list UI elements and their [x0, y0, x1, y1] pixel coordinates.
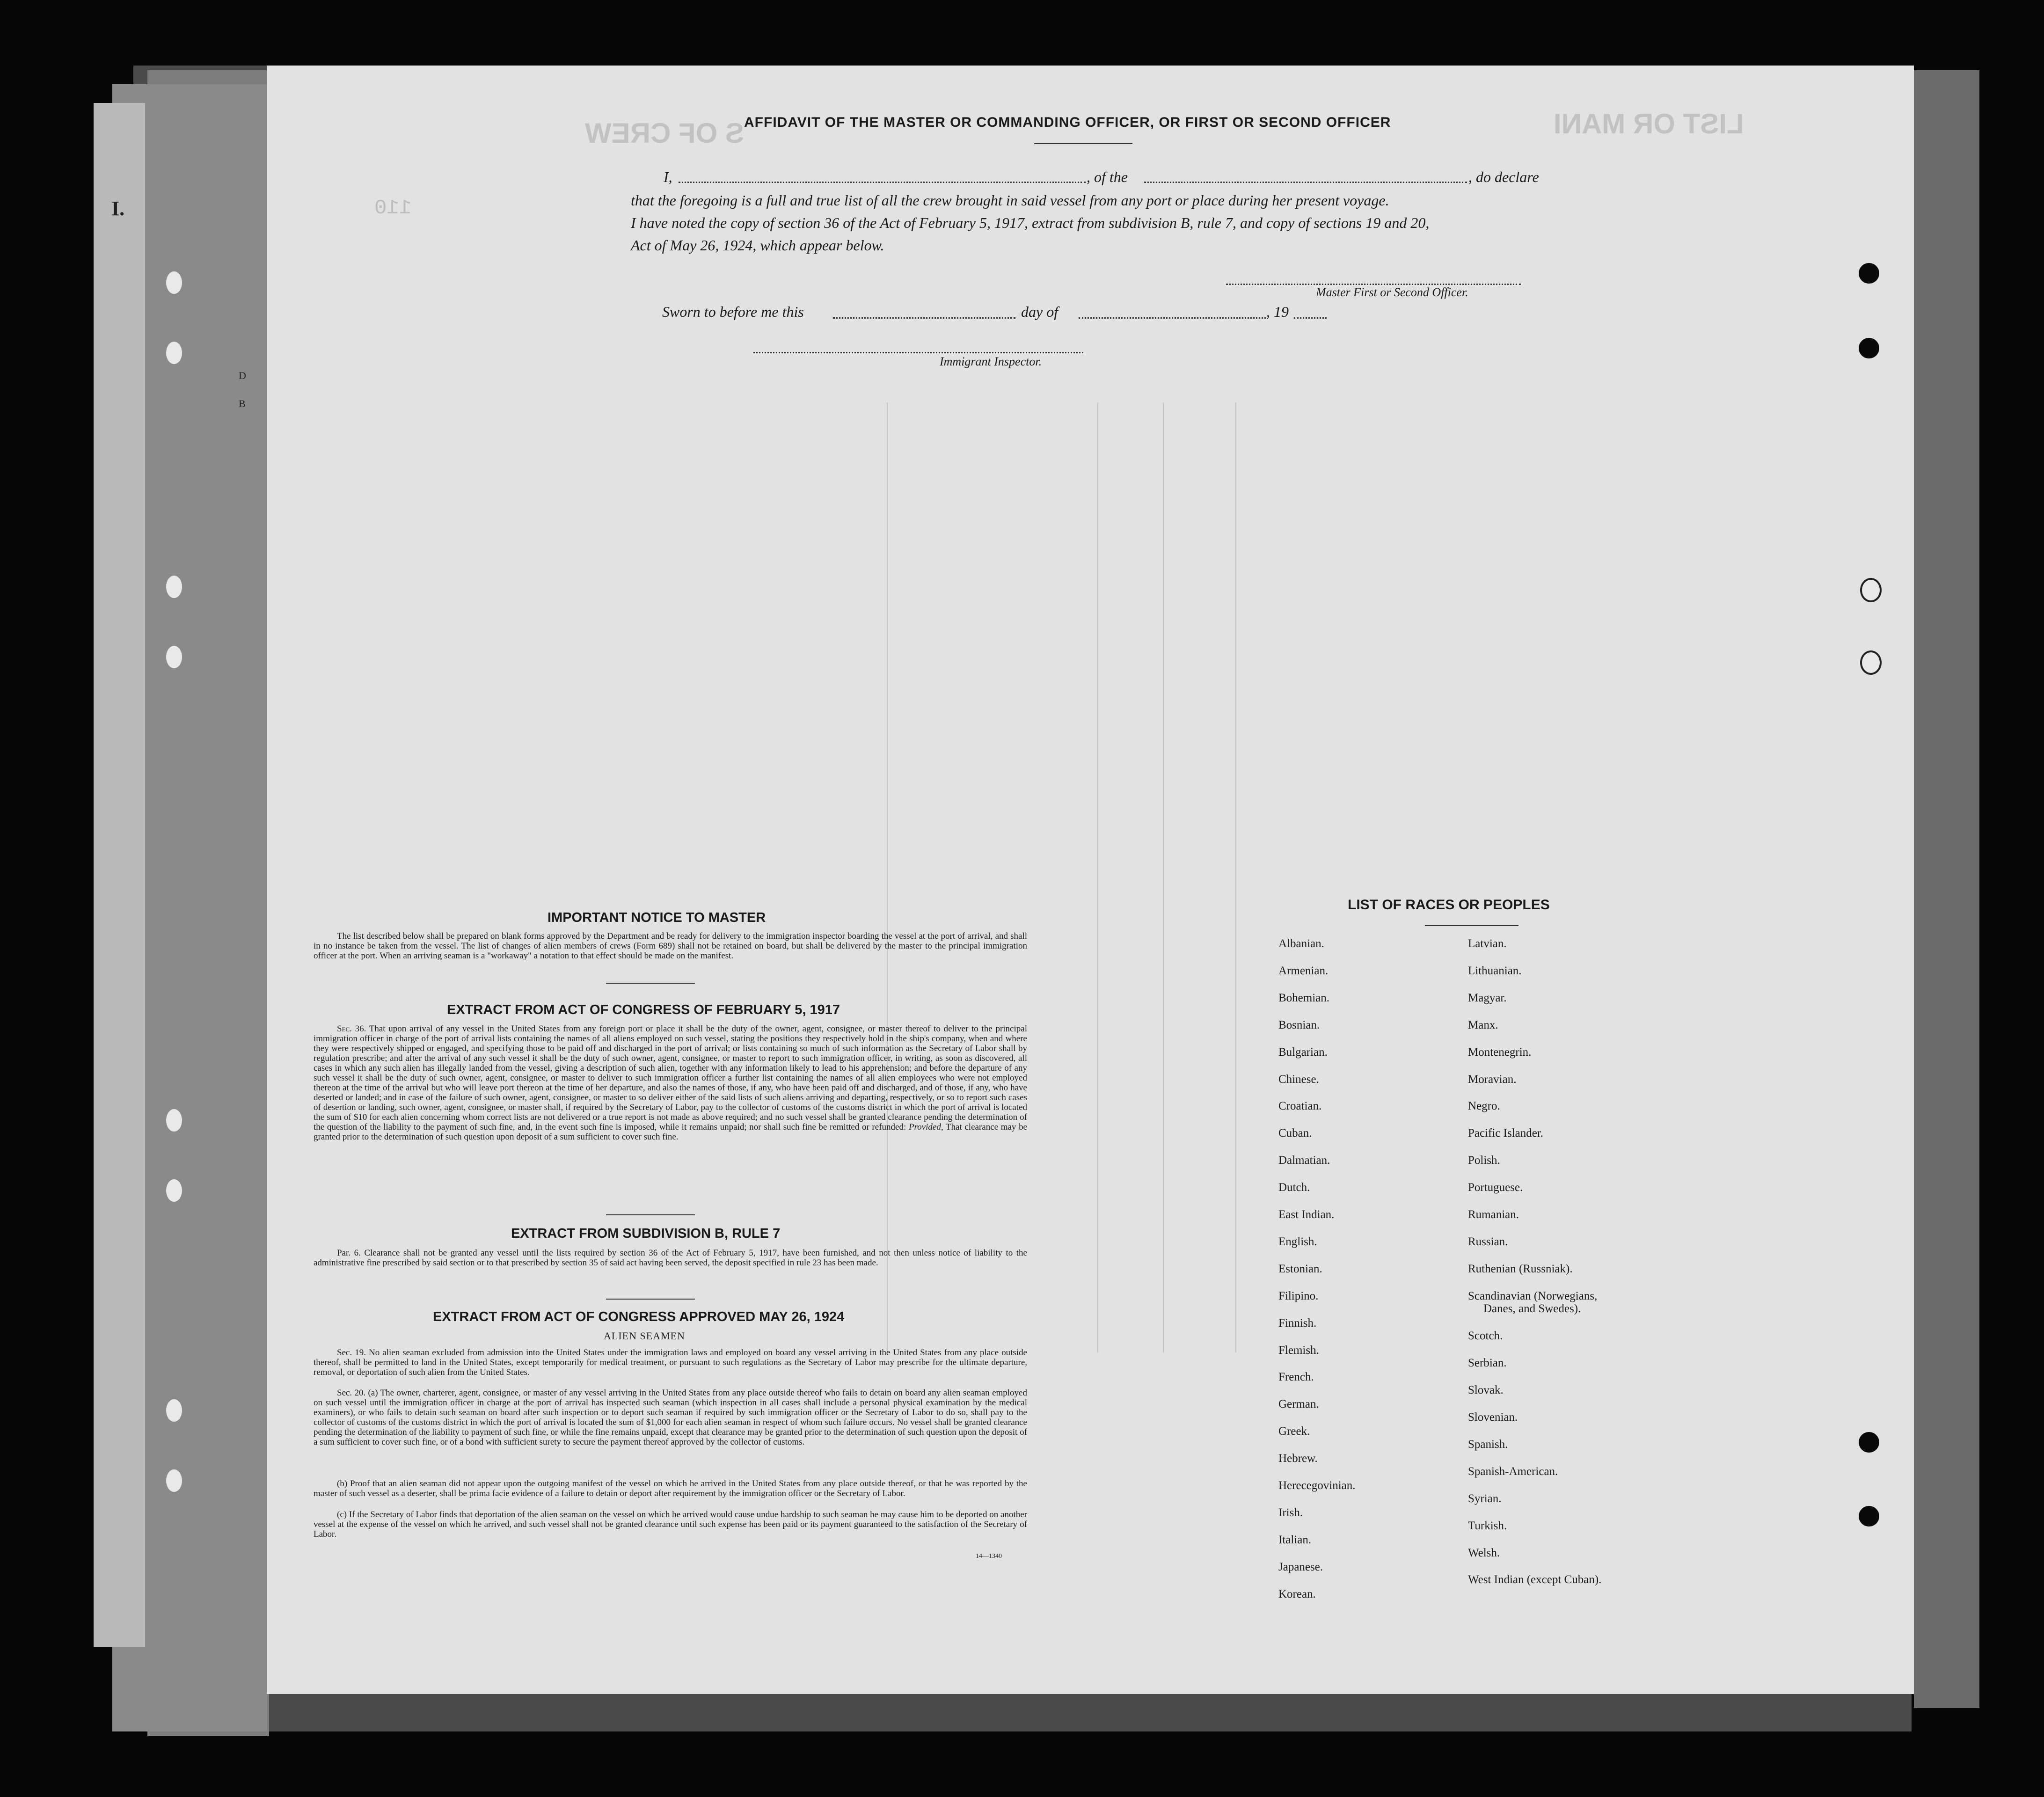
race-item: Danes, and Swedes). — [1483, 1302, 1581, 1315]
affidavit-of-the: , of the — [1087, 168, 1128, 185]
extract-rule7-body: Par. 6. Clearance shall not be granted any vessel until the lists required by section 36 of the Act of February 5, 1917, have been furnished, and not then unless notice of liability to the administrative fine prescribed by said section or to that prescribed by section 35 of said act having been served, the deposit specified in rule 23 has been made. — [314, 1248, 1027, 1268]
sec-36-label: Sec. 36. — [337, 1024, 366, 1034]
extract-1917-title: EXTRACT FROM ACT OF CONGRESS OF FEBRUARY 5, 1917 — [447, 1002, 840, 1017]
race-item: English. — [1278, 1235, 1317, 1248]
punch-hole-reinforced — [1860, 578, 1882, 602]
section-rule — [606, 1299, 695, 1300]
master-signature-label: Master First or Second Officer. — [1316, 285, 1468, 299]
binding-hole — [166, 1179, 182, 1202]
bleed-through-rule — [1235, 402, 1236, 1352]
vessel-blank[interactable] — [1144, 182, 1467, 183]
sec-36-text: That upon arrival of any vessel in the United States from any foreign port or place it shall be the duty of the owner, agent, consignee, or master thereof to deliver to the principal immigration officer in charge of the port of arrival lists containing the names of all aliens employed on such vessel, stating the positions they respectively hold in the ship's company, when and where they were respectively shipped or engaged, and specifying those to be paid off and discharged in the port of arrival; or lists containing so much of such information as the Secretary of Labor shall by regulation prescribe; and after the arrival of any such vessel it shall be the duty of such owner, agent, consignee, or master to report to such immigration officer, in writing, as soon as discovered, all cases in which any such alien has illegally landed from the vessel, giving a description of such alien, together with any information likely to lead to his apprehension; and before the departure of any such vessel it shall be the duty of such owner, agent, consignee, or master to deliver to such immigration officer a further list containing the names of all alien employees who were not employed thereon at the time of the arrival but who will leave port thereon at the time of her departure, and also the names of those, if any, who have been paid off and discharged, and of those, if any, who have deserted or landed; and in case of the failure of such owner, agent, consignee, or master to so deliver either of the said lists of such aliens arriving and departing, respectively, or so to report such cases of desertion or landing, such owner, agent, consignee, or master shall, if required by the Secretary of Labor, pay to the collector of customs of the customs district in which the port of arrival is located the sum of $10 for each alien concerning whom correct lists are not delivered or a true report is not made as above required; and no such vessel shall be granted clearance pending the determination of the question of the liability to the payment of such fine, and, in the event such fine is imposed, while it remains unpaid; nor shall such fine be remitted or refunded: — [314, 1024, 1027, 1132]
race-item: Chinese. — [1278, 1073, 1319, 1086]
notice-title: IMPORTANT NOTICE TO MASTER — [548, 910, 766, 925]
race-item: Bulgarian. — [1278, 1045, 1328, 1059]
affidavit-line-4: Act of May 26, 1924, which appear below. — [631, 237, 884, 254]
extract-1924-title: EXTRACT FROM ACT OF CONGRESS APPROVED MAY 26, 1924 — [433, 1309, 845, 1324]
race-item: Pacific Islander. — [1468, 1127, 1544, 1140]
title-rule — [1034, 143, 1132, 144]
provided-word: Provided, — [908, 1122, 943, 1132]
binding-hole — [166, 646, 182, 668]
manifest-sheet — [267, 66, 1914, 1694]
race-item: Korean. — [1278, 1587, 1316, 1600]
punch-hole — [1859, 338, 1879, 358]
year-text: , 19 — [1266, 303, 1289, 320]
sec-36-text-end: That clearance may be granted prior to the determination of such question upon deposit of a sum sufficient to cover such fine. — [314, 1122, 1028, 1142]
race-item: Dalmatian. — [1278, 1154, 1330, 1167]
sec-20c-body: (c) If the Secretary of Labor finds that deportation of the alien seaman on the vessel on which he arrived would cause undue hardship to such seaman he may cause him to be deported on another vessel at the expense of the vessel on which he arrived, and such vessel shall not be granted clearance until such expense has been paid or its payment guaranteed to the satisfaction of the Secretary of Labor. — [314, 1510, 1027, 1539]
sworn-month-blank[interactable] — [1079, 317, 1266, 319]
sec-20b-body: (b) Proof that an alien seaman did not appear upon the outgoing manifest of the vessel on which he arrived in the United States from any place outside thereof, or that he was reported by the master of such vessel as a deserter, shall be prima facie evidence of a failure to detain or deport after requirement by the immigration officer or the Secretary of Labor. — [314, 1479, 1027, 1498]
bleed-through-rule — [887, 402, 888, 1352]
sworn-text: Sworn to before me this — [662, 303, 804, 320]
race-item: Magyar. — [1468, 991, 1507, 1004]
race-item: German. — [1278, 1398, 1319, 1411]
day-of-text: day of — [1021, 303, 1058, 320]
name-blank[interactable] — [679, 182, 1086, 183]
sec-20a-body: Sec. 20. (a) The owner, charterer, agent, consignee, or master of any vessel arriving in the United States from any place outside thereof who fails to detain on board any alien seaman employed on such vessel until the immigration officer in charge at the port of arrival has inspected such seaman (which inspection in all cases shall include a personal physical examination by the medical examiners), or who fails to detain such seaman on board after such inspection or to deport such seaman if required by such immigration officer or the Secretary of Labor to do so, shall pay to the collector of customs of the customs district in which the port of arrival is located the sum of $1,000 for each alien seaman in respect of whom such failure occurs. No vessel shall be granted clearance pending the determination of the liability to payment of such fine, or while the fine remains unpaid, except that clearance may be granted prior to the determination of such question upon the deposit of a sum sufficient to cover such fine, or of a bond with sufficient surety to secure the payment thereof approved by the collector of customs. — [314, 1388, 1027, 1447]
race-item: Albanian. — [1278, 937, 1324, 950]
race-item: Greek. — [1278, 1425, 1310, 1438]
extract-1917-body — [314, 1024, 1027, 1142]
race-item: Filipino. — [1278, 1289, 1319, 1302]
race-item: Slovak. — [1468, 1384, 1504, 1397]
race-item: Italian. — [1278, 1533, 1312, 1546]
race-item: Armenian. — [1278, 964, 1329, 977]
races-title: LIST OF RACES OR PEOPLES — [1348, 897, 1550, 913]
race-item: Herecegovinian. — [1278, 1479, 1356, 1492]
sworn-day-blank[interactable] — [833, 317, 1015, 319]
race-item: Cuban. — [1278, 1127, 1312, 1140]
affidavit-declare: , do declare — [1468, 168, 1539, 185]
race-item: West Indian (except Cuban). — [1468, 1573, 1602, 1586]
binding-hole — [166, 1399, 182, 1422]
race-item: Lithuanian. — [1468, 964, 1522, 977]
notice-body: The list described below shall be prepared on blank forms approved by the Department and be ready for delivery to the immigration inspector boarding the vessel at the port of arrival, and shall in no instance be taken from the vessel. The list of changes of alien members of crews (Form 689) shall not be retained on board, but shall be delivered by the master to the principal immigration officer at the port. When an arriving seaman is a "workaway" a notation to that effect should be made on the manifest. — [314, 931, 1027, 961]
affidavit-i: I, — [664, 168, 672, 185]
race-item: Portuguese. — [1468, 1181, 1523, 1194]
affidavit-line-3: I have noted the copy of section 36 of the Act of February 5, 1917, extract from subdivision B, rule 7, and copy of sections 19 and 20, — [631, 214, 1430, 231]
binding-hole — [166, 576, 182, 598]
race-item: Negro. — [1468, 1100, 1500, 1113]
alien-seamen-subtitle: ALIEN SEAMEN — [604, 1330, 685, 1342]
punch-hole-reinforced — [1860, 650, 1882, 675]
race-item: Bosnian. — [1278, 1018, 1320, 1031]
margin-mark-b: B — [239, 398, 246, 409]
race-item: Spanish-American. — [1468, 1465, 1558, 1478]
affidavit-title: AFFIDAVIT OF THE MASTER OR COMMANDING OFFICER, OR FIRST OR SECOND OFFICER — [744, 115, 1391, 130]
punch-hole — [1859, 263, 1879, 284]
races-rule — [1425, 925, 1518, 926]
race-item: Finnish. — [1278, 1316, 1317, 1329]
binding-hole — [166, 342, 182, 364]
bleed-through-heading: LIST OR MANI — [1554, 108, 1744, 139]
inspector-label: Immigrant Inspector. — [940, 355, 1042, 368]
sworn-year-blank[interactable] — [1294, 317, 1327, 319]
binding-hole — [166, 271, 182, 294]
race-item: Welsh. — [1468, 1546, 1500, 1559]
binding-hole — [166, 1469, 182, 1492]
race-item: Croatian. — [1278, 1100, 1322, 1113]
race-item: Serbian. — [1468, 1357, 1507, 1370]
race-item: Dutch. — [1278, 1181, 1310, 1194]
right-page-edge — [1914, 70, 1979, 1708]
race-item: Estonian. — [1278, 1262, 1322, 1275]
master-signature-blank[interactable] — [1226, 284, 1521, 285]
inspector-signature-blank[interactable] — [753, 352, 1083, 353]
race-item: Montenegrin. — [1468, 1045, 1532, 1059]
margin-mark-d: D — [239, 370, 246, 381]
race-item: Slovenian. — [1468, 1411, 1518, 1424]
race-item: Manx. — [1468, 1018, 1498, 1031]
sec-19-body: Sec. 19. No alien seaman excluded from admission into the United States under the immigration laws and employed on board any vessel arriving in the United States from any place outside thereof, shall be permitted to land in the United States, except temporarily for medical treatment, or pursuant to such regulations as the Secretary of Labor may prescribe for the ultimate departure, removal, or deportation of such alien from the United States. — [314, 1348, 1027, 1377]
race-item: Rumanian. — [1468, 1208, 1519, 1221]
race-item: Scotch. — [1468, 1329, 1503, 1343]
margin-mark-i: I. — [111, 197, 125, 220]
page-edge-light — [94, 103, 145, 1647]
race-item: Polish. — [1468, 1154, 1500, 1167]
stamp-number: 110 — [374, 197, 412, 220]
race-item: Latvian. — [1468, 937, 1507, 950]
race-item: Syrian. — [1468, 1492, 1502, 1505]
race-item: French. — [1278, 1371, 1314, 1384]
bleed-through-rule — [1097, 402, 1098, 1352]
punch-hole — [1859, 1506, 1879, 1527]
binding-hole — [166, 1109, 182, 1132]
race-item: Ruthenian (Russniak). — [1468, 1262, 1573, 1275]
form-number: 14—1340 — [976, 1553, 1002, 1560]
punch-hole — [1859, 1432, 1879, 1453]
bleed-through-heading: S OF CREW — [585, 117, 744, 149]
race-item: Irish. — [1278, 1506, 1303, 1519]
race-item: East Indian. — [1278, 1208, 1335, 1221]
race-item: Turkish. — [1468, 1519, 1507, 1532]
bleed-through-rule — [1163, 402, 1164, 1352]
race-item: Bohemian. — [1278, 991, 1330, 1004]
race-item: Hebrew. — [1278, 1452, 1318, 1465]
race-item: Moravian. — [1468, 1073, 1517, 1086]
section-rule — [606, 1214, 695, 1215]
affidavit-line-2: that the foregoing is a full and true list of all the crew brought in said vessel from any port or place during her present voyage. — [631, 192, 1389, 209]
race-item: Scandinavian (Norwegians, — [1468, 1289, 1598, 1302]
extract-rule7-title: EXTRACT FROM SUBDIVISION B, RULE 7 — [511, 1226, 781, 1241]
section-rule — [606, 983, 695, 984]
race-item: Japanese. — [1278, 1560, 1323, 1573]
race-item: Russian. — [1468, 1235, 1508, 1248]
race-item: Flemish. — [1278, 1344, 1319, 1357]
race-item: Spanish. — [1468, 1438, 1508, 1451]
